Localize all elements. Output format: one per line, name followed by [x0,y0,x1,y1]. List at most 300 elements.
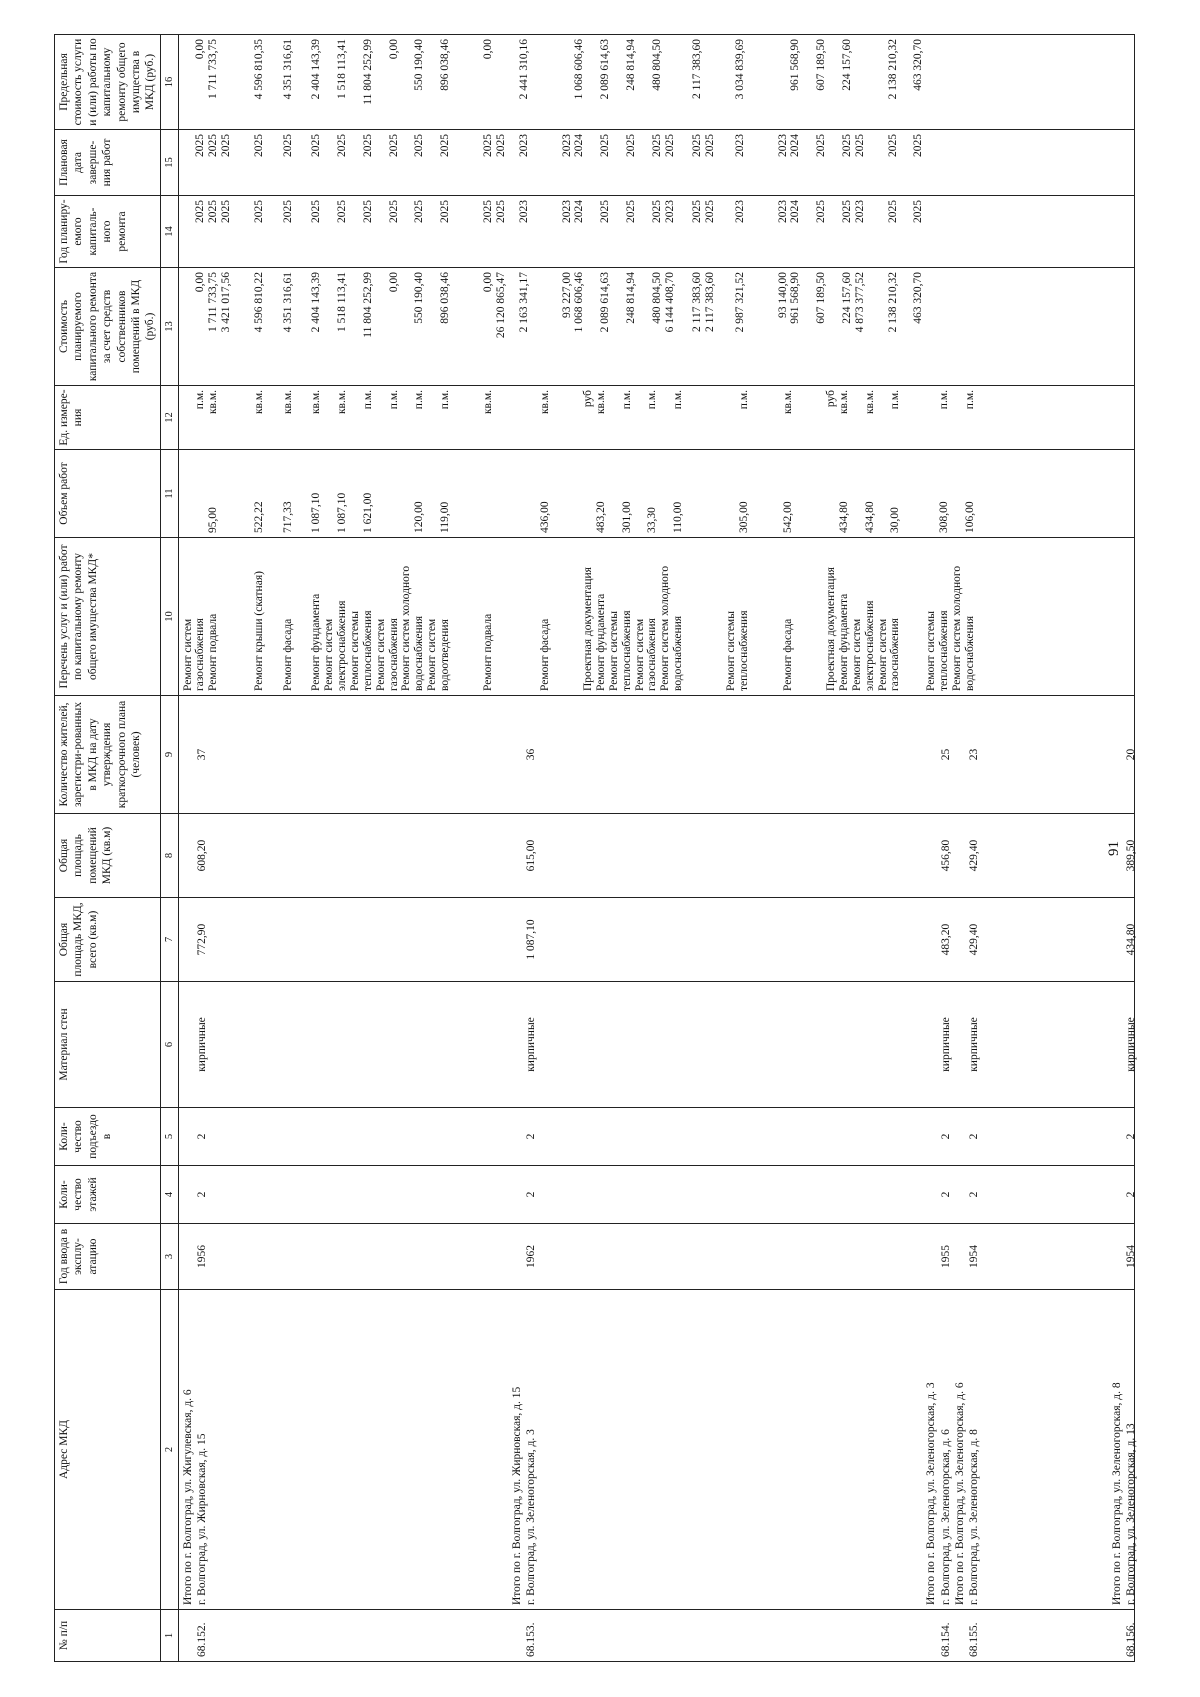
cell-line: кв.м. [253,390,266,415]
cell-number [178,1610,1138,1662]
cell-line: 2025 [361,200,374,223]
cell-floors [178,1166,1138,1224]
column-header: Плановая дата заверше-ния работ [55,130,161,196]
cell-line: 2025 [336,134,349,157]
cell-line: п.м. [439,390,452,410]
cell-line: 2025 [494,134,507,157]
cell-line: Ремонт систем [426,618,439,691]
cell-line: п.м. [737,390,750,410]
cell-unit [178,386,1134,450]
cell-work-volume [178,450,1134,538]
cell-line: 429,40 [968,923,981,956]
cell-line: 11 804 252,99 [361,272,374,338]
cell-line: Итого по г. Волгоград, ул. Зеленогорская, д. 6 [953,1382,966,1605]
cell-line: кв.м. [782,390,795,415]
cell-line: 2025 [207,134,220,157]
column-header: Коли-чество подъездо в [55,1108,161,1166]
cell-line: 2024 [789,134,802,157]
cell-line: теплоснабжения [620,610,633,691]
cell-line: газоснабжения [646,618,659,691]
cell-line: кирпичные [939,1017,952,1072]
column-number: 6 [160,982,178,1108]
cell-line: Ремонт систем холодного [400,565,413,691]
cell-line: Ремонт систем [633,618,646,691]
cell-line: 2025 [815,200,828,223]
cell-line: 2 138 210,32 [886,272,899,333]
cell-line: 1 087,10 [310,492,323,533]
cell-line: 224 157,60 [840,39,853,91]
cell-line: газоснабжения [194,618,207,691]
cell-line: 480 804,50 [650,272,663,324]
column-header: Общая площадь помещений МКД (кв.м) [55,814,161,898]
cell-line: 2025 [194,134,207,157]
column-number: 10 [160,538,178,696]
cell-line: 463 320,70 [912,39,925,91]
cell-line: 522,22 [253,501,266,533]
cell-line: 2023 [517,134,530,157]
cell-line: 106,00 [963,501,976,533]
cell-line: 2023 [517,200,530,223]
column-number: 11 [160,450,178,538]
cell-line: кв.м. [481,390,494,415]
cell-line: п.м. [620,390,633,410]
cell-line: 2025 [690,200,703,223]
cell-line: кв.м. [207,390,220,415]
cell-line: 896 038,46 [439,272,452,324]
cell-line: 2 [1125,1191,1138,1198]
cell-line: г. Волгоград, ул. Зеленогорская, д. 3 [524,1429,537,1605]
column-header: Общая площадь МКД, всего (кв.м) [55,898,161,982]
cell-line: 2025 [481,134,494,157]
cell-line: электроснабжения [863,600,876,691]
cell-line: руб [825,390,838,408]
cell-line: 550 190,40 [413,272,426,324]
cell-line: теплоснабжения [737,610,750,691]
cell-line: 4 351 316,61 [281,39,294,100]
cell-line: 2025 [220,134,233,157]
cell-line: п.м. [361,390,374,410]
cell-line: 2025 [912,134,925,157]
cell-line: 33,30 [646,507,659,533]
cell-line: 2 [939,1191,952,1198]
cell-line: 2 [1125,1133,1138,1140]
cell-line: 2025 [439,200,452,223]
cell-line: Ремонт систем [876,618,889,691]
cell-line: Ремонт систем [850,618,863,691]
cell-line: 4 596 810,35 [253,39,266,100]
cell-line: 1962 [524,1245,537,1268]
cell-line: Ремонт систем [323,618,336,691]
cell-line: 2 117 383,60 [690,39,703,99]
column-number: 9 [160,696,178,814]
cell-line: Ремонт систем [181,618,194,691]
cell-line: 36 [524,748,537,761]
cell-line: 2025 [853,134,866,157]
cell-line: 2024 [573,200,586,223]
cell-line: 30,00 [889,507,902,533]
cell-line: 2025 [886,200,899,223]
cell-line: кв.м. [310,390,323,415]
cell-line: Ремонт фасада [782,618,795,691]
column-header: Год планиру-емого капиталь-ного ремонта [55,196,161,268]
cell-line: кирпичные [1125,1017,1138,1072]
cell-line: 2023 [733,200,746,223]
cell-planned-cost [178,268,1134,386]
cell-line: 26 120 865,47 [494,272,507,339]
cell-line: 25 [939,748,952,761]
cell-line: водоснабжения [963,615,976,691]
cell-line: 2 [968,1133,981,1140]
cell-line: 2025 [840,200,853,223]
cell-line: водоснабжения [413,615,426,691]
cell-line: кв.м. [594,390,607,415]
cell-line: Ремонт системы [725,611,738,691]
cell-line: Ремонт фундамента [837,593,850,691]
cell-line: 483,20 [939,923,952,956]
cell-line: 0,00 [387,272,400,293]
cell-line: 2025 [253,200,266,223]
column-header: Предельная стоимость услуги и (или) работы по капитальному ремонту общего имущества в МКД (руб.) [55,35,161,130]
cell-line: 0,00 [194,39,207,60]
cell-line: 1955 [939,1245,952,1268]
column-number: 13 [160,268,178,386]
cell-line: водоотведения [439,619,452,691]
cell-line: 2 [195,1191,208,1198]
cell-line: 2023 [733,134,746,157]
cell-line: Проектная документация [582,567,595,691]
cell-line: 607 189,50 [815,39,828,91]
cell-line: кирпичные [195,1017,208,1072]
cell-line: теплоснабжения [938,610,951,691]
cell-line: 248 814,94 [624,39,637,91]
cell-premises-area [178,814,1138,898]
cell-line: 120,00 [413,501,426,533]
cell-address [178,1290,1138,1610]
cell-line: 3 034 839,69 [733,39,746,100]
cell-max-cost [178,35,1134,130]
cell-line: 4 351 316,61 [281,272,294,333]
cell-line: 2 987 321,52 [733,272,746,333]
cell-line: Ремонт фасада [539,618,552,691]
cell-line: 608,20 [195,839,208,872]
cell-line: 429,40 [968,839,981,872]
column-header: Коли-чество этажей [55,1166,161,1224]
cell-total-area [178,898,1138,982]
cell-line: Ремонт крыши (скатная) [253,571,266,691]
cell-line: 2 404 143,39 [310,39,323,100]
cell-line: 615,00 [524,839,537,872]
cell-line: 68.155. [968,1622,981,1657]
cell-line: 717,33 [281,501,294,533]
cell-completion-date [178,130,1134,196]
cell-line: 961 568,90 [789,39,802,91]
cell-line: 2023 [560,134,573,157]
cell-line: 2025 [599,200,612,223]
cell-line: газоснабжения [387,618,400,691]
cell-line: Итого по г. Волгоград, ул. Жирновская, д. 15 [510,1386,523,1605]
cell-line: 93 227,00 [560,272,573,318]
column-number-row [160,35,178,1662]
column-header: Материал стен [55,982,161,1108]
cell-line: 434,80 [1125,923,1138,956]
cell-line: 1 068 606,46 [573,39,586,100]
cell-line: 2025 [253,134,266,157]
cell-line: 2025 [599,134,612,157]
cell-line: 2025 [912,200,925,223]
cell-line: Ремонт фундамента [594,593,607,691]
cell-line: 68.156. [1125,1622,1138,1657]
cell-line: Ремонт подвала [207,613,220,691]
cell-line: 480 804,50 [650,39,663,91]
cell-line: 68.154. [939,1622,952,1657]
cell-line: 224 157,60 [840,272,853,324]
column-number: 3 [160,1224,178,1290]
cell-line: 301,00 [620,501,633,533]
cell-line: Проектная документация [825,567,838,691]
cell-line: 2025 [690,134,703,157]
cell-line: Ремонт систем холодного [950,565,963,691]
column-number: 4 [160,1166,178,1224]
cell-entrances [178,1108,1138,1166]
cell-line: 2023 [776,200,789,223]
cell-line: 93 140,00 [776,272,789,318]
cell-line: 772,90 [195,923,208,956]
cell-line: 68.153. [524,1622,537,1657]
cell-line: 1 087,10 [524,919,537,960]
cell-repair-year [178,196,1134,268]
cell-line: кирпичные [968,1017,981,1072]
cell-line: 2025 [413,134,426,157]
column-header: Количество жителей, зарегистри-рованных в МКД на дату утверждения краткосрочного плана (человек) [55,696,161,814]
column-number: 14 [160,196,178,268]
cell-line: кирпичные [524,1017,537,1072]
column-number: 12 [160,386,178,450]
cell-line: кв.м. [863,390,876,415]
cell-line: 2025 [310,134,323,157]
cell-line: 1954 [968,1245,981,1268]
cell-line: 0,00 [194,272,207,293]
cell-line: 248 814,94 [624,272,637,324]
cell-line: 11 804 252,99 [361,39,374,105]
cell-line: п.м. [963,390,976,410]
cell-line: 389,50 [1125,839,1138,872]
cell-line: 463 320,70 [912,272,925,324]
cell-line: 2025 [650,134,663,157]
cell-line: 20 [1125,748,1138,761]
cell-line: 1 518 113,41 [336,39,349,99]
cell-line: Ремонт подвала [481,613,494,691]
column-number: 1 [160,1610,178,1662]
cell-line: 2025 [624,134,637,157]
cell-line: 961 568,90 [789,272,802,324]
cell-line: 0,00 [387,39,400,60]
cell-line: 2025 [840,134,853,157]
cell-line: 542,00 [782,501,795,533]
cell-line: п.м. [387,390,400,410]
cell-line: 110,00 [672,501,685,533]
cell-line: 6 144 408,70 [663,272,676,333]
cell-line: 2025 [361,134,374,157]
cell-line: 2023 [663,200,676,223]
cell-line: 1 518 113,41 [336,272,349,332]
cell-line: 1 068 606,46 [573,272,586,333]
cell-line: п.м. [413,390,426,410]
cell-line: 2025 [194,200,207,223]
cell-line: 2 404 143,39 [310,272,323,333]
cell-line: 2025 [815,134,828,157]
cell-line: 434,80 [863,501,876,533]
cell-line: 2 [968,1191,981,1198]
column-header: Объем работ [55,450,161,538]
cell-line: 95,00 [207,507,220,533]
cell-work-list [178,538,1134,696]
cell-line: п.м. [938,390,951,410]
cell-line: 2023 [776,134,789,157]
cell-line: 2024 [789,200,802,223]
cell-line: 483,20 [594,501,607,533]
cell-wall-material [178,982,1138,1108]
column-header: Адрес МКД [55,1290,161,1610]
cell-line: 119,00 [439,501,452,533]
cell-line: 2025 [387,200,400,223]
cell-line: Ремонт системы [348,611,361,691]
cell-line: 2 [939,1133,952,1140]
cell-line: п.м. [672,390,685,410]
repair-plan-table [54,34,1138,1662]
cell-line: г. Волгоград, ул. Зеленогорская, д. 6 [939,1429,952,1605]
cell-line: 2 163 341,17 [517,272,530,333]
cell-line: 305,00 [737,501,750,533]
page-number: 91 [1106,841,1122,856]
cell-line: 2025 [703,134,716,157]
column-number: 5 [160,1108,178,1166]
cell-line: Итого по г. Волгоград, ул. Зеленогорская, д. 3 [925,1382,938,1605]
cell-line: водоснабжения [672,615,685,691]
cell-line: 1956 [195,1245,208,1268]
cell-line: 550 190,40 [413,39,426,91]
cell-line: 1954 [1125,1245,1138,1268]
cell-line: 2025 [624,200,637,223]
cell-line: Ремонт фасада [281,618,294,691]
column-header: Стоимость планируемого капитального ремонта за счет средств собственников помещений в МКД (руб.) [55,268,161,386]
cell-line: п.м. [194,390,207,410]
cell-line: 2 441 310,16 [517,39,530,100]
cell-line: 2025 [481,200,494,223]
column-header: Перечень услуг и (или) работ по капитальному ремонту общего имущества МКД* [55,538,161,696]
table-header-row [55,35,161,1662]
cell-line: 2 [195,1133,208,1140]
cell-line: 308,00 [938,501,951,533]
column-number: 8 [160,814,178,898]
cell-line: 1 087,10 [336,492,349,533]
table-body-row [178,35,1134,1662]
cell-line: п.м. [646,390,659,410]
cell-line: теплоснабжения [361,610,374,691]
cell-line: 896 038,46 [439,39,452,91]
cell-line: г. Волгоград, ул. Зеленогорская, д. 13 [1125,1423,1138,1605]
cell-line: 1 711 733,75 [207,272,220,332]
cell-line: 2025 [310,200,323,223]
column-header: Год ввода в эксплу-атацию [55,1224,161,1290]
cell-line: кв.м. [539,390,552,415]
cell-line: 2025 [387,134,400,157]
cell-line: 3 421 017,56 [220,272,233,333]
cell-line: Итого по г. Волгоград, ул. Жигулевская, д. 6 [181,1389,194,1605]
cell-line: руб [582,390,595,408]
cell-line: Ремонт систем [374,618,387,691]
cell-line: п.м. [889,390,902,410]
cell-line: 2024 [573,134,586,157]
cell-line: г. Волгоград, ул. Зеленогорская, д. 8 [968,1429,981,1605]
cell-line: 68.152. [195,1622,208,1657]
cell-line: газоснабжения [889,618,902,691]
cell-line: 2025 [703,200,716,223]
cell-line: Итого по г. Волгоград, ул. Зеленогорская, д. 8 [1111,1382,1124,1605]
cell-line: 2025 [494,200,507,223]
cell-line: Ремонт системы [607,611,620,691]
cell-line: 2 117 383,60 [690,272,703,332]
column-number: 16 [160,35,178,130]
cell-line: г. Волгоград, ул. Жирновская, д. 15 [195,1433,208,1605]
cell-line: 2023 [853,200,866,223]
cell-line: 2025 [281,134,294,157]
cell-line: 0,00 [481,39,494,60]
cell-line: 456,80 [939,839,952,872]
cell-line: 2 117 383,60 [703,272,716,332]
column-number: 2 [160,1290,178,1610]
cell-line: 436,00 [539,501,552,533]
cell-line: 2025 [281,200,294,223]
cell-line: 2023 [560,200,573,223]
cell-line: 23 [968,748,981,761]
cell-line: Ремонт фундамента [310,593,323,691]
cell-line: 2025 [336,200,349,223]
cell-line: кв.м. [837,390,850,415]
repair-plan-table-container [54,35,1138,1662]
cell-line: 2 089 614,63 [599,39,612,100]
cell-line: 2025 [413,200,426,223]
cell-line: 4 873 377,52 [853,272,866,333]
cell-residents [178,696,1138,814]
cell-line: 2025 [207,200,220,223]
cell-line: кв.м. [336,390,349,415]
cell-line: 1 621,00 [361,492,374,533]
column-number: 15 [160,130,178,196]
cell-line: электроснабжения [336,600,349,691]
cell-line: 2 [524,1133,537,1140]
column-number: 7 [160,898,178,982]
cell-year-built [178,1224,1138,1290]
cell-line: Ремонт систем холодного [659,565,672,691]
cell-line: 2025 [663,134,676,157]
cell-line: 4 596 810,22 [253,272,266,333]
cell-line: 2025 [650,200,663,223]
cell-line: 607 189,50 [815,272,828,324]
cell-line: 434,80 [837,501,850,533]
cell-line: 0,00 [481,272,494,293]
cell-line: 2 089 614,63 [599,272,612,333]
cell-line: 2025 [886,134,899,157]
cell-line: Ремонт системы [925,611,938,691]
column-header: № п/п [55,1610,161,1662]
cell-line: 2025 [220,200,233,223]
cell-line: кв.м. [281,390,294,415]
column-header: Ед. измере-ния [55,386,161,450]
cell-line: 37 [195,748,208,761]
cell-line: 2 138 210,32 [886,39,899,100]
cell-line: 2025 [439,134,452,157]
cell-line: 2 [524,1191,537,1198]
